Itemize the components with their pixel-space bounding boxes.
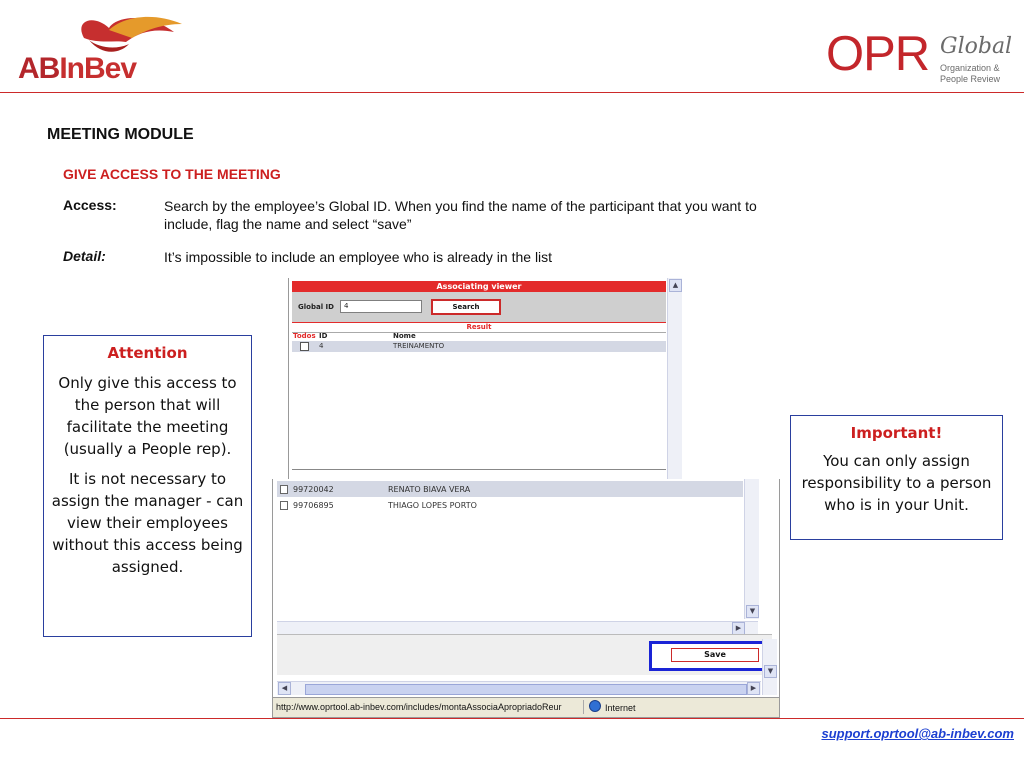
access-text-line2: include, flag the name and select “save” <box>164 216 412 232</box>
search-button[interactable]: Search <box>431 299 501 315</box>
col-todos[interactable]: Todos <box>293 332 316 340</box>
table-row[interactable] <box>277 497 743 513</box>
opr-global-logo <box>826 28 1022 88</box>
row-name: RENATO BIAVA VERA <box>388 485 471 494</box>
global-logo-text: Global <box>940 34 1013 59</box>
scroll-thumb[interactable] <box>305 684 747 695</box>
scroll-down-arrow-icon[interactable]: ▼ <box>764 665 777 678</box>
dialog-bottom-border <box>292 469 666 470</box>
associating-viewer-window <box>288 278 682 480</box>
access-label: Access: <box>63 197 117 213</box>
row-name: TREINAMENTO <box>393 342 445 350</box>
logo-subtitle <box>940 63 1000 85</box>
result-header: Result <box>292 322 666 333</box>
attention-box <box>43 335 252 637</box>
save-button[interactable]: Save <box>671 648 759 662</box>
table-row[interactable] <box>292 341 666 352</box>
page-title: MEETING MODULE <box>47 126 194 143</box>
footer-divider <box>0 718 1024 719</box>
abinbev-logo <box>14 10 179 90</box>
attention-title: Attention <box>107 344 188 362</box>
row-checkbox[interactable] <box>280 485 288 494</box>
important-text: You can only assign responsibility to a person who is in your Unit. <box>801 452 992 514</box>
global-id-input[interactable]: 4 <box>340 300 422 313</box>
header-divider <box>0 92 1024 93</box>
zone-label: Internet <box>605 703 636 713</box>
opr-logo-text: OPR <box>826 27 930 81</box>
detail-label: Detail: <box>63 248 106 264</box>
scroll-left-arrow-icon[interactable]: ◀ <box>278 682 291 695</box>
global-id-label: Global ID <box>298 303 334 311</box>
globe-icon <box>589 700 601 712</box>
row-id: 99720042 <box>293 485 334 494</box>
scroll-down-arrow-icon[interactable]: ▼ <box>746 605 759 618</box>
table-row[interactable] <box>277 481 743 497</box>
ab-logo-text: AB <box>18 52 60 85</box>
logo-subtitle-line2: People Review <box>940 74 1001 84</box>
save-highlight <box>649 641 776 671</box>
scroll-right-arrow-icon[interactable]: ▶ <box>732 622 745 635</box>
logo-subtitle-line1: Organization & <box>940 63 1000 73</box>
row-id: 99706895 <box>293 501 334 510</box>
dialog-vertical-scrollbar[interactable] <box>667 278 682 480</box>
col-id: ID <box>319 332 328 340</box>
access-text-line1: Search by the employee’s Global ID. When you find the name of the participant that you want to <box>164 198 757 214</box>
scroll-right-arrow-icon[interactable]: ▶ <box>747 682 760 695</box>
row-name: THIAGO LOPES PORTO <box>388 501 477 510</box>
status-url: http://www.oprtool.ab-inbev.com/includes/montaAssociaApropriadoReur <box>276 700 584 714</box>
section-title: GIVE ACCESS TO THE MEETING <box>63 166 281 182</box>
important-title: Important! <box>850 424 943 442</box>
col-nome: Nome <box>393 332 416 340</box>
security-zone <box>589 700 636 715</box>
inbev-logo-text: InBev <box>59 52 137 85</box>
participant-list-window <box>272 479 780 718</box>
page-vertical-scrollbar[interactable] <box>762 639 777 695</box>
attention-paragraph-2: It is not necessary to assign the manager - can view their employees without this access being assigned. <box>51 470 244 576</box>
detail-text: It’s impossible to include an employee who is already in the list <box>164 249 553 265</box>
scroll-up-arrow-icon[interactable]: ▲ <box>669 279 682 292</box>
row-checkbox[interactable] <box>300 342 309 351</box>
attention-paragraph-1: Only give this access to the person that will facilitate the meeting (usually a People rep). <box>58 374 237 458</box>
page-horizontal-scrollbar[interactable] <box>277 681 761 695</box>
list-horizontal-scrollbar[interactable] <box>277 621 758 634</box>
list-vertical-scrollbar[interactable] <box>744 479 759 619</box>
important-box <box>790 415 1003 540</box>
support-email-link[interactable]: support.oprtool@ab-inbev.com <box>821 726 1014 741</box>
dialog-title: Associating viewer <box>292 281 666 292</box>
row-id: 4 <box>319 342 324 350</box>
browser-status-bar <box>273 697 779 717</box>
access-text <box>164 197 924 233</box>
row-checkbox[interactable] <box>280 501 288 510</box>
